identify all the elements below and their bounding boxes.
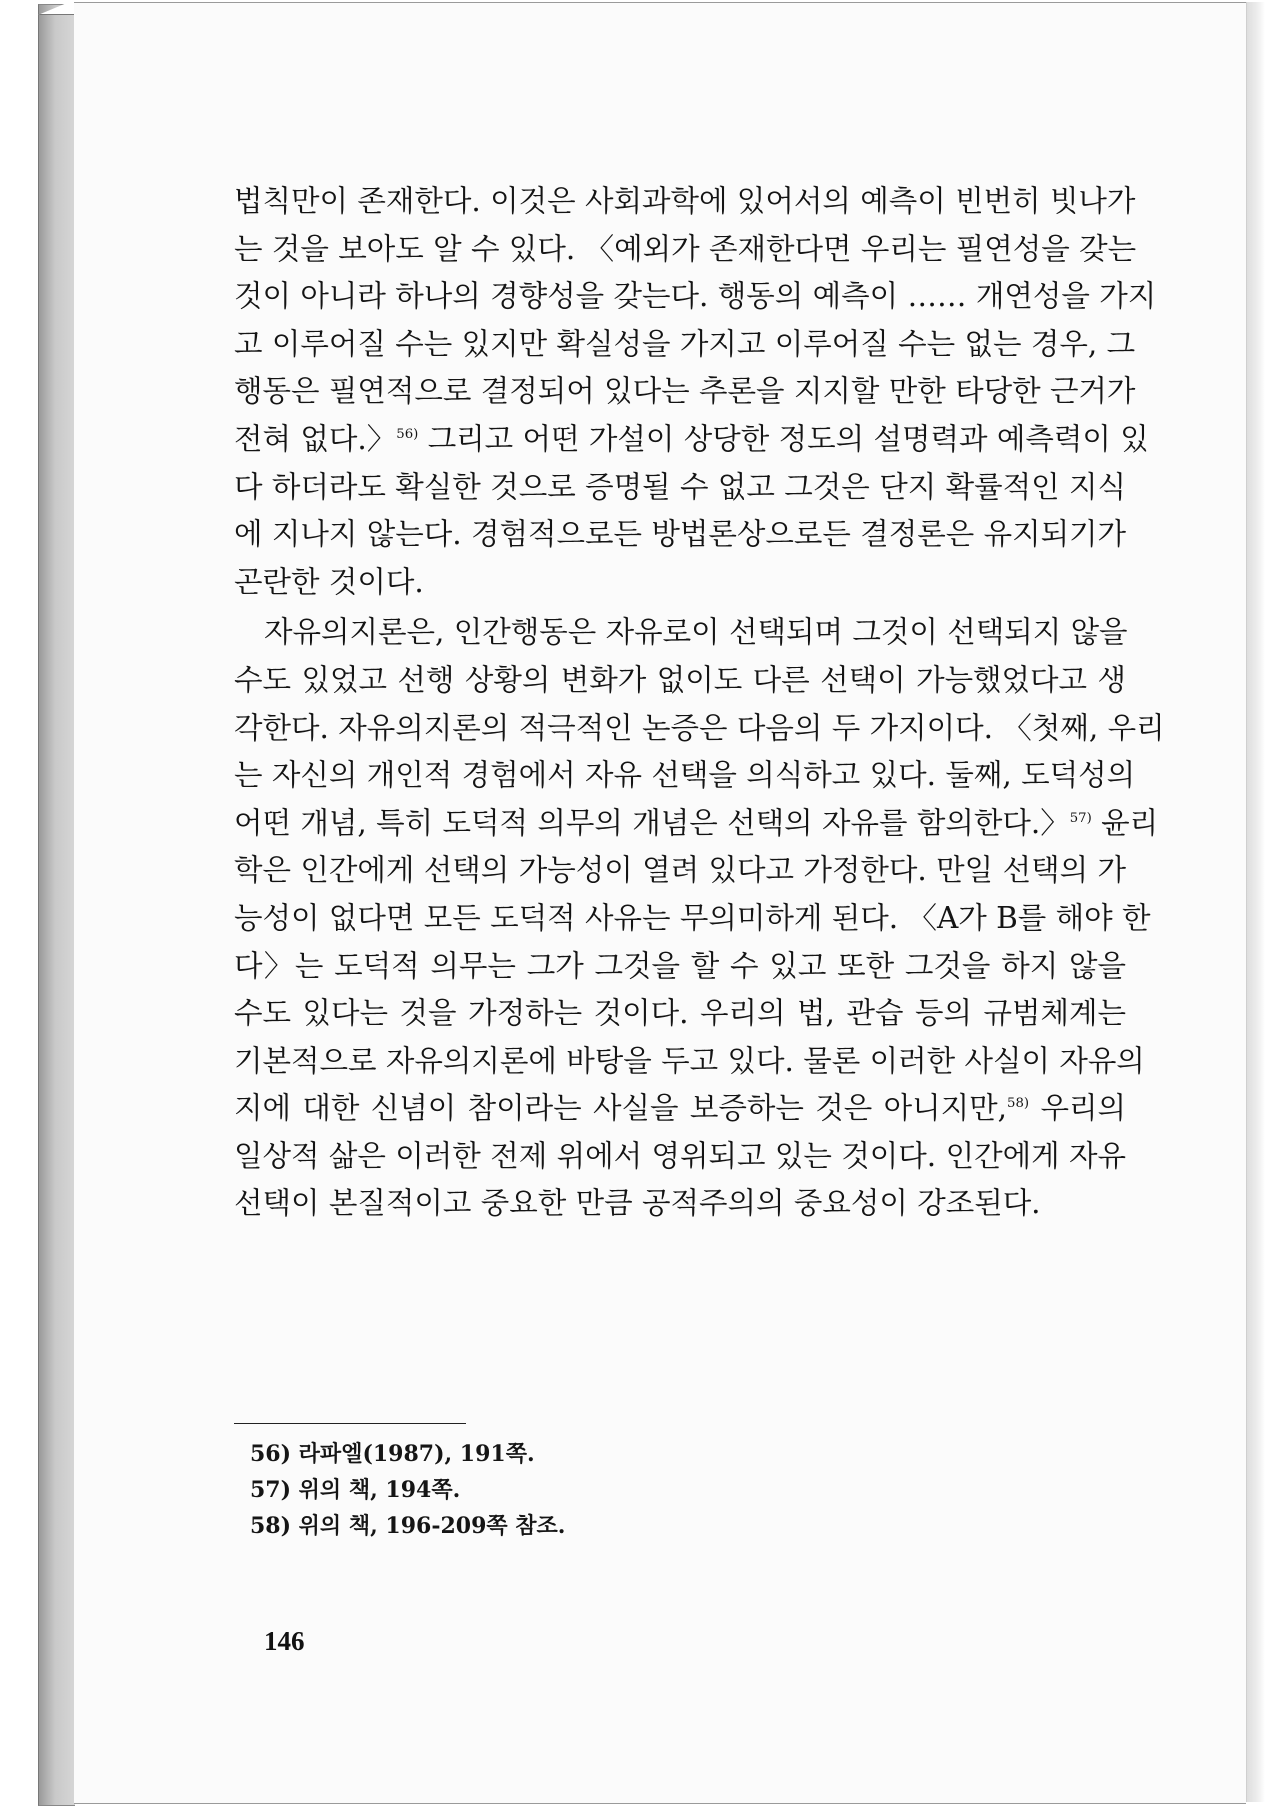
footnote-ref-58: 58) — [1007, 1096, 1030, 1112]
text-line: 선택이 본질적이고 중요한 만큼 공적주의의 중요성이 강조된다. — [234, 1186, 1041, 1221]
text-line: 다 하더라도 확실한 것으로 증명될 수 없고 그것은 단지 확률적인 지식 — [234, 469, 1126, 504]
text-line: 자유의지론은, 인간행동은 자유로이 선택되며 그것이 선택되지 않을 — [264, 615, 1128, 650]
text-segment: 지에 대한 신념이 참이라는 사실을 보증하는 것은 아니지만, — [234, 1091, 1008, 1126]
footnote-ref-56: 56) — [396, 427, 419, 443]
text-line: 에 지나지 않는다. 경험적으로든 방법론상으로든 결정론은 유지되기가 — [234, 517, 1127, 552]
page-edge — [1246, 2, 1265, 1802]
text-line: 행동은 필연적으로 결정되어 있다는 추론을 지지할 만한 타당한 근거가 — [234, 374, 1136, 409]
text-line: 다〉는 도덕적 의무는 그가 그것을 할 수 있고 또한 그것을 하지 않을 — [234, 948, 1126, 983]
text-line — [234, 800, 1159, 848]
text-segment: 전혀 없다.〉 — [234, 421, 397, 456]
text-line: 기본적으로 자유의지론에 바탕을 두고 있다. 물론 이러한 사실이 자유의 — [234, 1043, 1145, 1078]
text-line: 는 자신의 개인적 경험에서 자유 선택을 의식하고 있다. 둘째, 도덕성의 — [234, 758, 1136, 793]
text-line: 수도 있다는 것을 가정하는 것이다. 우리의 법, 관습 등의 규범체계는 — [234, 996, 1126, 1031]
text-segment: 그리고 어떤 가설이 상당한 정도의 설명력과 예측력이 있 — [418, 421, 1149, 456]
text-line — [234, 416, 1149, 464]
body-text — [234, 178, 1165, 1228]
footnote-57: 57) 위의 책, 194쪽. — [250, 1477, 461, 1503]
footnote-divider — [234, 1423, 466, 1424]
text-segment: 어떤 개념, 특히 도덕적 의무의 개념은 선택의 자유를 함의한다.〉 — [234, 805, 1070, 840]
page-number: 146 — [264, 1626, 305, 1656]
text-segment: 윤리 — [1091, 805, 1159, 840]
text-line: 법칙만이 존재한다. 이것은 사회과학에 있어서의 예측이 빈번히 빗나가 — [234, 184, 1136, 218]
text-line: 는 것을 보아도 알 수 있다. 〈예외가 존재한다면 우리는 필연성을 갖는 — [234, 231, 1137, 266]
book-spine — [38, 4, 75, 1806]
footnote-56: 56) 라파엘(1987), 191쪽. — [250, 1441, 535, 1467]
text-line: 일상적 삶은 이러한 전제 위에서 영위되고 있는 것이다. 인간에게 자유 — [234, 1138, 1126, 1173]
text-line: 곤란한 것이다. — [234, 564, 424, 599]
text-line: 각한다. 자유의지론의 적극적인 논증은 다음의 두 가지이다. 〈첫째, 우리 — [234, 710, 1165, 745]
footnote-58: 58) 위의 책, 196-209쪽 참조. — [250, 1513, 566, 1539]
text-line: 수도 있었고 선행 상황의 변화가 없이도 다른 선택이 가능했었다고 생 — [234, 662, 1126, 697]
text-line: 것이 아니라 하나의 경향성을 갖는다. 행동의 예측이 …… 개연성을 가지 — [234, 279, 1157, 314]
text-segment: 우리의 — [1029, 1091, 1126, 1126]
text-line: 학은 인간에게 선택의 가능성이 열려 있다고 가정한다. 만일 선택의 가 — [234, 853, 1126, 888]
footnotes — [250, 1436, 850, 1544]
text-line: 능성이 없다면 모든 도덕적 사유는 무의미하게 된다. 〈A가 B를 해야 한 — [234, 900, 1151, 935]
text-line — [234, 1085, 1126, 1133]
text-line: 고 이루어질 수는 있지만 확실성을 가지고 이루어질 수는 없는 경우, 그 — [234, 326, 1136, 361]
footnote-ref-57: 57) — [1069, 810, 1092, 826]
